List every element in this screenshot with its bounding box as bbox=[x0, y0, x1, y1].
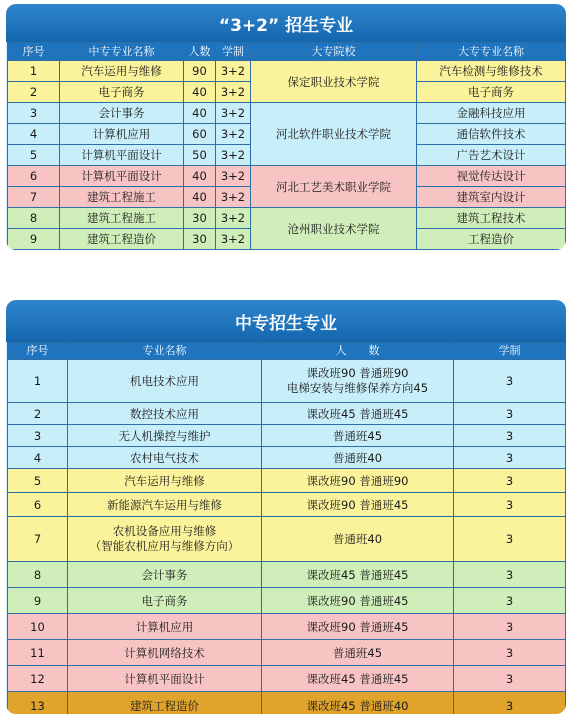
table-header-row bbox=[8, 343, 566, 360]
table-row bbox=[8, 614, 566, 640]
cell-college-major: 广告艺术设计 bbox=[417, 145, 566, 166]
table-row bbox=[8, 447, 566, 469]
cell-count: 课改班45 普通班45 bbox=[262, 403, 454, 425]
cell-no: 2 bbox=[8, 82, 60, 103]
header-count: 人数 bbox=[184, 43, 216, 61]
cell-count: 30 bbox=[184, 229, 216, 250]
cell-major: 计算机应用 bbox=[68, 614, 262, 640]
cell-duration: 3 bbox=[454, 493, 566, 517]
cell-no: 5 bbox=[8, 145, 60, 166]
panel-3plus2 bbox=[6, 4, 566, 250]
table-row bbox=[8, 208, 566, 229]
cell-college-major: 汽车检测与维修技术 bbox=[417, 61, 566, 82]
table-row bbox=[8, 692, 566, 714]
cell-no: 6 bbox=[8, 166, 60, 187]
cell-college-major: 电子商务 bbox=[417, 82, 566, 103]
cell-count: 课改班90 普通班45 bbox=[262, 588, 454, 614]
cell-duration: 3+2 bbox=[216, 145, 251, 166]
table-row bbox=[8, 425, 566, 447]
cell-no: 8 bbox=[8, 208, 60, 229]
cell-count: 课改班45 普通班40 bbox=[262, 692, 454, 714]
cell-duration: 3 bbox=[454, 562, 566, 588]
cell-major: 计算机网络技术 bbox=[68, 640, 262, 666]
cell-count: 课改班45 普通班45 bbox=[262, 562, 454, 588]
cell-no: 8 bbox=[8, 562, 68, 588]
header-duration: 学制 bbox=[216, 43, 251, 61]
table-row bbox=[8, 588, 566, 614]
cell-duration: 3 bbox=[454, 517, 566, 562]
cell-count: 课改班90 普通班90 bbox=[262, 469, 454, 493]
cell-no: 7 bbox=[8, 187, 60, 208]
cell-duration: 3+2 bbox=[216, 103, 251, 124]
cell-college-major: 工程造价 bbox=[417, 229, 566, 250]
cell-major: 建筑工程造价 bbox=[60, 229, 184, 250]
cell-no: 2 bbox=[8, 403, 68, 425]
cell-college: 河北软件职业技术学院 bbox=[251, 103, 417, 166]
table-row bbox=[8, 640, 566, 666]
cell-college-major: 建筑室内设计 bbox=[417, 187, 566, 208]
cell-college: 沧州职业技术学院 bbox=[251, 208, 417, 250]
cell-college-major: 建筑工程技术 bbox=[417, 208, 566, 229]
header-no: 序号 bbox=[8, 43, 60, 61]
cell-duration: 3 bbox=[454, 469, 566, 493]
cell-duration: 3 bbox=[454, 588, 566, 614]
cell-duration: 3+2 bbox=[216, 124, 251, 145]
header-major: 中专专业名称 bbox=[60, 43, 184, 61]
table-secondary bbox=[7, 342, 566, 714]
cell-duration: 3 bbox=[454, 692, 566, 714]
cell-count: 30 bbox=[184, 208, 216, 229]
cell-major: 汽车运用与维修 bbox=[60, 61, 184, 82]
cell-count: 60 bbox=[184, 124, 216, 145]
cell-major: 汽车运用与维修 bbox=[68, 469, 262, 493]
cell-count-line: 电梯安装与维修保养方向45 bbox=[286, 381, 429, 395]
panel-secondary bbox=[6, 300, 566, 714]
table-row bbox=[8, 517, 566, 562]
cell-duration: 3+2 bbox=[216, 166, 251, 187]
table-row bbox=[8, 403, 566, 425]
cell-major: 电子商务 bbox=[60, 82, 184, 103]
cell-no: 10 bbox=[8, 614, 68, 640]
cell-count: 课改班90 普通班45 bbox=[262, 493, 454, 517]
cell-major: 会计事务 bbox=[68, 562, 262, 588]
cell-count: 40 bbox=[184, 82, 216, 103]
table-row bbox=[8, 469, 566, 493]
cell-major: 计算机平面设计 bbox=[60, 166, 184, 187]
cell-no: 12 bbox=[8, 666, 68, 692]
cell-count: 40 bbox=[184, 103, 216, 124]
cell-duration: 3 bbox=[454, 425, 566, 447]
header-college: 大专院校 bbox=[251, 43, 417, 61]
cell-no: 9 bbox=[8, 588, 68, 614]
cell-no: 1 bbox=[8, 360, 68, 403]
cell-major-line: 农机设备应用与维修 bbox=[112, 524, 217, 538]
cell-major: 农村电气技术 bbox=[68, 447, 262, 469]
cell-duration: 3+2 bbox=[216, 187, 251, 208]
cell-duration: 3 bbox=[454, 403, 566, 425]
cell-no: 3 bbox=[8, 425, 68, 447]
cell-major: 机电技术应用 bbox=[68, 360, 262, 403]
cell-college-major: 通信软件技术 bbox=[417, 124, 566, 145]
cell-count-line: 课改班90 普通班90 bbox=[306, 366, 409, 380]
cell-college: 河北工艺美术职业学院 bbox=[251, 166, 417, 208]
cell-major: 新能源汽车运用与维修 bbox=[68, 493, 262, 517]
header-duration: 学制 bbox=[454, 343, 566, 360]
cell-major: 建筑工程造价 bbox=[68, 692, 262, 714]
cell-no: 6 bbox=[8, 493, 68, 517]
cell-major: 数控技术应用 bbox=[68, 403, 262, 425]
cell-count: 课改班90 普通班45 bbox=[262, 614, 454, 640]
cell-count: 普通班40 bbox=[262, 447, 454, 469]
cell-major: 建筑工程施工 bbox=[60, 208, 184, 229]
cell-major: 计算机应用 bbox=[60, 124, 184, 145]
cell-college: 保定职业技术学院 bbox=[251, 61, 417, 103]
table-3plus2 bbox=[7, 42, 566, 250]
cell-major: 会计事务 bbox=[60, 103, 184, 124]
cell-no: 3 bbox=[8, 103, 60, 124]
cell-college-major: 金融科技应用 bbox=[417, 103, 566, 124]
cell-duration: 3+2 bbox=[216, 208, 251, 229]
panel-secondary-title: 中专招生专业 bbox=[6, 300, 566, 342]
table-row bbox=[8, 360, 566, 403]
cell-major bbox=[68, 517, 262, 562]
cell-duration: 3 bbox=[454, 666, 566, 692]
cell-duration: 3 bbox=[454, 640, 566, 666]
cell-count: 普通班45 bbox=[262, 640, 454, 666]
cell-count: 普通班45 bbox=[262, 425, 454, 447]
table-row bbox=[8, 493, 566, 517]
cell-count: 40 bbox=[184, 166, 216, 187]
header-no: 序号 bbox=[8, 343, 68, 360]
cell-count: 90 bbox=[184, 61, 216, 82]
cell-no: 13 bbox=[8, 692, 68, 714]
header-count: 人 数 bbox=[262, 343, 454, 360]
table-row bbox=[8, 562, 566, 588]
header-college-major: 大专专业名称 bbox=[417, 43, 566, 61]
table-row bbox=[8, 666, 566, 692]
cell-duration: 3 bbox=[454, 447, 566, 469]
cell-no: 1 bbox=[8, 61, 60, 82]
cell-no: 5 bbox=[8, 469, 68, 493]
cell-no: 4 bbox=[8, 124, 60, 145]
cell-major: 计算机平面设计 bbox=[60, 145, 184, 166]
table-row bbox=[8, 103, 566, 124]
table-row bbox=[8, 61, 566, 82]
cell-duration: 3+2 bbox=[216, 229, 251, 250]
cell-major: 无人机操控与维护 bbox=[68, 425, 262, 447]
header-major: 专业名称 bbox=[68, 343, 262, 360]
cell-count: 50 bbox=[184, 145, 216, 166]
cell-major: 建筑工程施工 bbox=[60, 187, 184, 208]
cell-major: 电子商务 bbox=[68, 588, 262, 614]
cell-no: 9 bbox=[8, 229, 60, 250]
cell-count: 40 bbox=[184, 187, 216, 208]
cell-duration: 3+2 bbox=[216, 82, 251, 103]
cell-duration: 3+2 bbox=[216, 61, 251, 82]
cell-college-major: 视觉传达设计 bbox=[417, 166, 566, 187]
cell-duration: 3 bbox=[454, 614, 566, 640]
cell-no: 4 bbox=[8, 447, 68, 469]
panel-3plus2-title: “3+2” 招生专业 bbox=[6, 4, 566, 42]
cell-no: 11 bbox=[8, 640, 68, 666]
cell-count: 普通班40 bbox=[262, 517, 454, 562]
cell-major-line: （智能农机应用与维修方向） bbox=[89, 539, 240, 553]
table-header-row bbox=[8, 43, 566, 61]
cell-count: 课改班45 普通班45 bbox=[262, 666, 454, 692]
cell-duration: 3 bbox=[454, 360, 566, 403]
table-row bbox=[8, 166, 566, 187]
cell-count bbox=[262, 360, 454, 403]
cell-no: 7 bbox=[8, 517, 68, 562]
cell-major: 计算机平面设计 bbox=[68, 666, 262, 692]
